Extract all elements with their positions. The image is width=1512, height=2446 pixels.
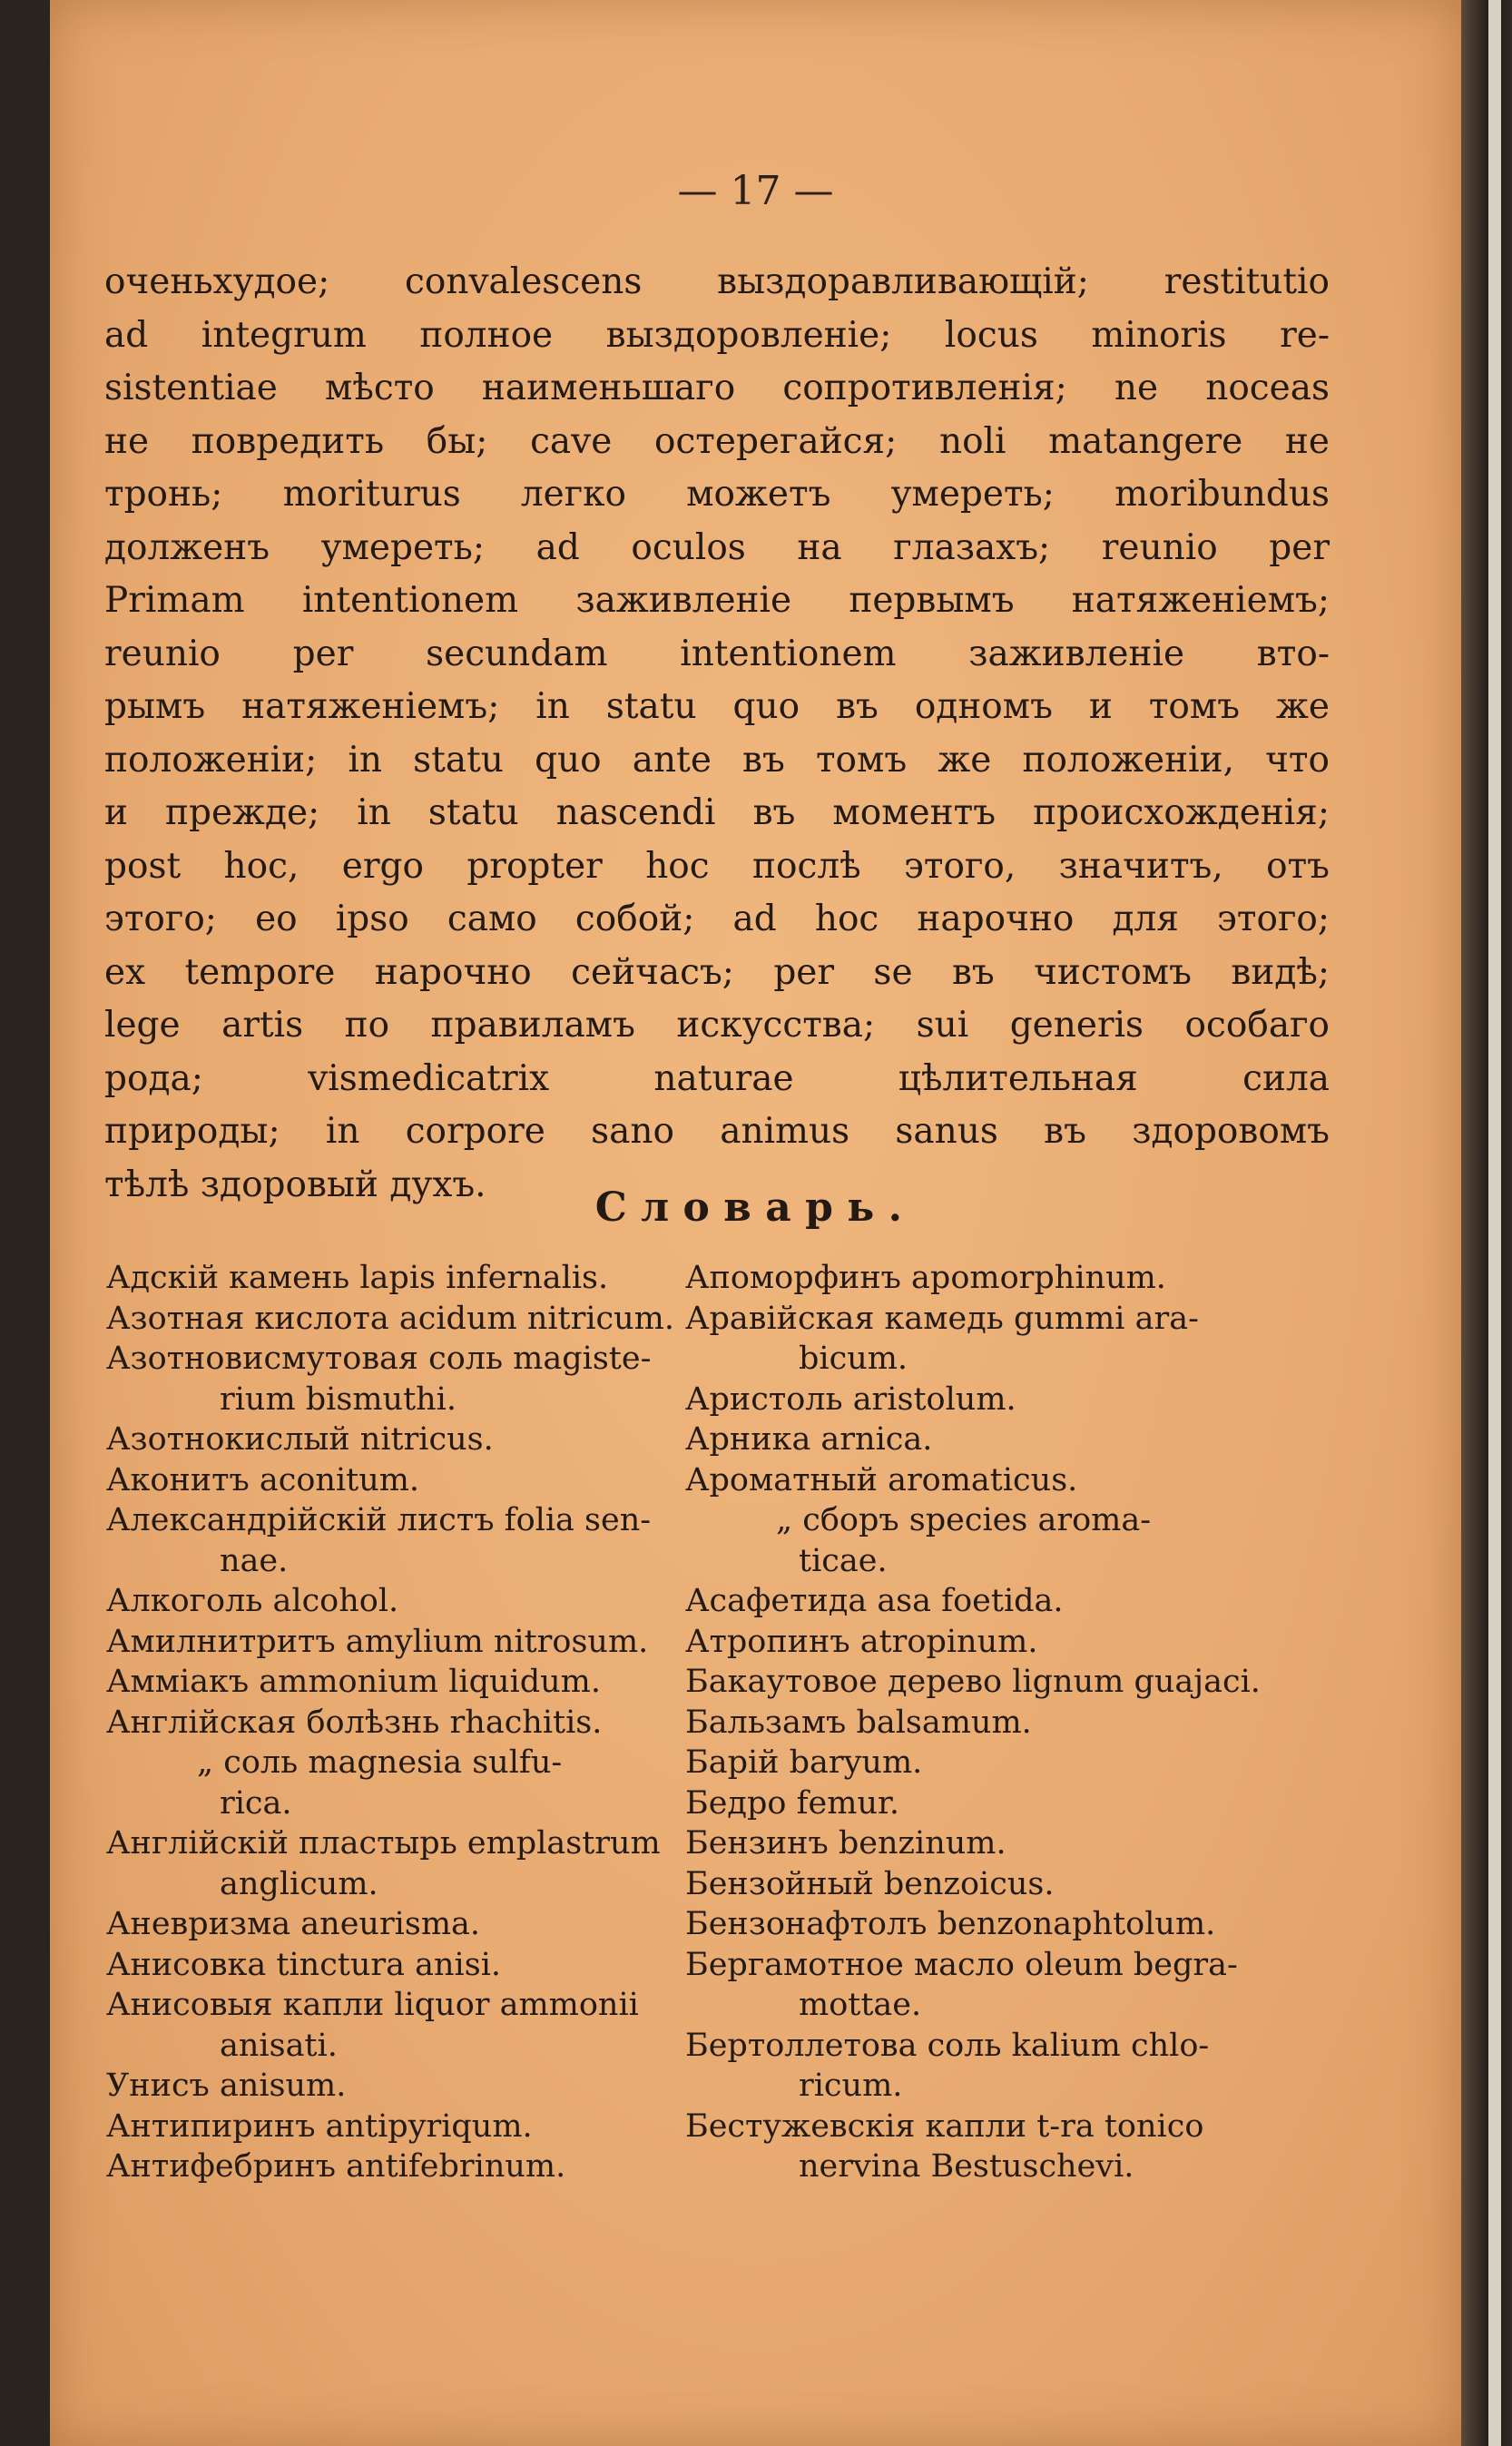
paragraph-line: ad integrum полное выздоровленіе; locus minoris re- [104,314,1330,356]
dictionary-entry: Анисовка tinctura anisi. [106,1946,502,1983]
dictionary-entry: Антифебринъ antifebrinum. [106,2148,566,2185]
dictionary-entry: Аневризма aneurisma. [106,1906,481,1942]
dictionary-entry: Бакаутовое дерево lignum guajaci. [685,1664,1261,1700]
book-spine [1461,0,1512,2446]
dictionary-entry: Англійская болѣзнь rhachitis. [106,1704,603,1741]
dictionary-entry: Атропинъ atropinum. [685,1623,1038,1660]
page-number: — 17 — [677,168,834,214]
dictionary-entry: Александрійскій листъ folia sen- [106,1502,652,1538]
dictionary-entry-continuation: nervina Bestuschevi. [799,2148,1134,2185]
dictionary-entry-ditto: „ соль magnesia sulfu- [197,1744,563,1781]
dictionary-entry: Англійскій пластырь emplastrum [106,1825,661,1862]
dictionary-entry: Бензинъ benzinum. [685,1825,1006,1862]
dictionary-entry-continuation: ticae. [799,1542,888,1579]
paragraph-line: sistentiae мѣсто наименьшаго сопротивленія; ne noceas [104,368,1330,408]
dictionary-entry: Аконитъ aconitum. [106,1461,420,1498]
dictionary-entry: Азотновисмутовая соль magiste- [106,1341,652,1377]
dictionary-entry: Бергамотное масло oleum begra- [685,1946,1238,1983]
dictionary-entry: Ароматный aromaticus. [685,1461,1078,1498]
dictionary-entry: Бензойный benzoicus. [685,1865,1055,1902]
paragraph-line: тѣлѣ здоровый духъ. [104,1164,486,1205]
dictionary-entry: Антипиринъ antipyriqum. [106,2107,533,2145]
paragraph-line: не повредить бы; cave остерегайся; noli matangere не [104,420,1330,462]
paragraph-line: оченьхудое; convalescens выздоравливающій; restitutio [104,261,1330,302]
dictionary-right-column [685,1258,1330,2187]
latin-phrases-paragraph [104,256,1330,1212]
dictionary-entry: Аравійская камедь gummi ara- [685,1300,1199,1337]
paragraph-line: положеніи; in statu quo ante въ томъ же положеніи, что [104,739,1330,781]
dictionary-entry: Азотнокислый nitricus. [106,1421,494,1458]
dictionary-entry: Арника arnica. [685,1421,933,1458]
dictionary-entry-continuation: ricum. [799,2068,903,2104]
paragraph-line: reunio per secundam intentionem заживленіе вто- [104,633,1330,674]
dictionary-entry: Амміакъ ammonium liquidum. [106,1664,601,1700]
dictionary-entry-ditto: „ сборъ species aroma- [776,1502,1152,1538]
dictionary-entry: Апоморфинъ apomorphinum. [685,1260,1166,1296]
paragraph-line: Primam intentionem заживленіе первымъ натяженіемъ; [104,580,1330,621]
dictionary-entry-continuation: anglicum. [220,1865,378,1902]
paragraph-line: ex tempore нарочно сейчасъ; per se въ чистомъ видѣ; [104,951,1330,993]
dictionary-entry-continuation: nae. [220,1542,289,1579]
paragraph-line: рымъ натяженіемъ; in statu quo въ одномъ и томъ же [104,686,1330,727]
paragraph-line: рода; vismedicatrix naturae цѣлительная сила [104,1057,1330,1099]
paragraph-line: этого; eo ipso само собой; ad hoc нарочно для этого; [104,899,1330,939]
paragraph-line: природы; in corpore sano animus sanus въ здоровомъ [104,1111,1330,1152]
dictionary-entry: Аристоль aristolum. [685,1380,1016,1418]
dictionary-entry-continuation: anisati. [220,2027,338,2064]
dictionary-entry-continuation: rium bismuthi. [220,1380,457,1418]
dictionary-entry: Бальзамъ balsamum. [685,1704,1032,1741]
dictionary-entry: Барій baryum. [685,1744,923,1781]
dictionary-entry: Бедро femur. [685,1784,899,1822]
dictionary-entry-continuation: rica. [220,1784,292,1822]
dictionary-left-column [106,1258,723,2187]
dictionary-entry: Анисовыя капли liquor ammonii [106,1987,639,2023]
dictionary-entry-continuation: mottae. [799,1987,922,2023]
dictionary-entry: Азотная кислота acidum nitricum. [106,1300,675,1337]
paragraph-line: и прежде; in statu nascendi въ моментъ происхожденія; [104,792,1330,833]
dictionary-entry: Адскій камень lapis infernalis. [106,1260,609,1296]
dictionary-entry: Бертоллетова соль kalium chlo- [685,2027,1210,2064]
dictionary-entry: Асафетида asa foetida. [685,1583,1064,1619]
dictionary-entry: Бензонафтолъ benzonaphtolum. [685,1906,1216,1942]
paragraph-line: lege artis по правиламъ искусства; sui generis особаго [104,1005,1330,1046]
section-title: Словарь. [594,1184,917,1231]
page-edge [1488,0,1501,2446]
paragraph-line: долженъ умереть; ad oculos на глазахъ; reunio per [104,526,1330,568]
paragraph-line: post hoc, ergo propter hoc послѣ этого, значитъ, отъ [104,845,1330,887]
dictionary-entry: Унисъ anisum. [106,2068,347,2104]
dictionary-entry: Бестужевскія капли t-ra tonico [685,2107,1204,2145]
dictionary-entry-continuation: bicum. [799,1341,908,1377]
book-page [50,0,1461,2446]
paragraph-line: тронь; moriturus легко можетъ умереть; moribundus [104,474,1330,515]
dictionary-entry: Амилнитритъ amylium nitrosum. [106,1623,649,1660]
dictionary-entry: Алкоголь alcohol. [106,1583,399,1619]
